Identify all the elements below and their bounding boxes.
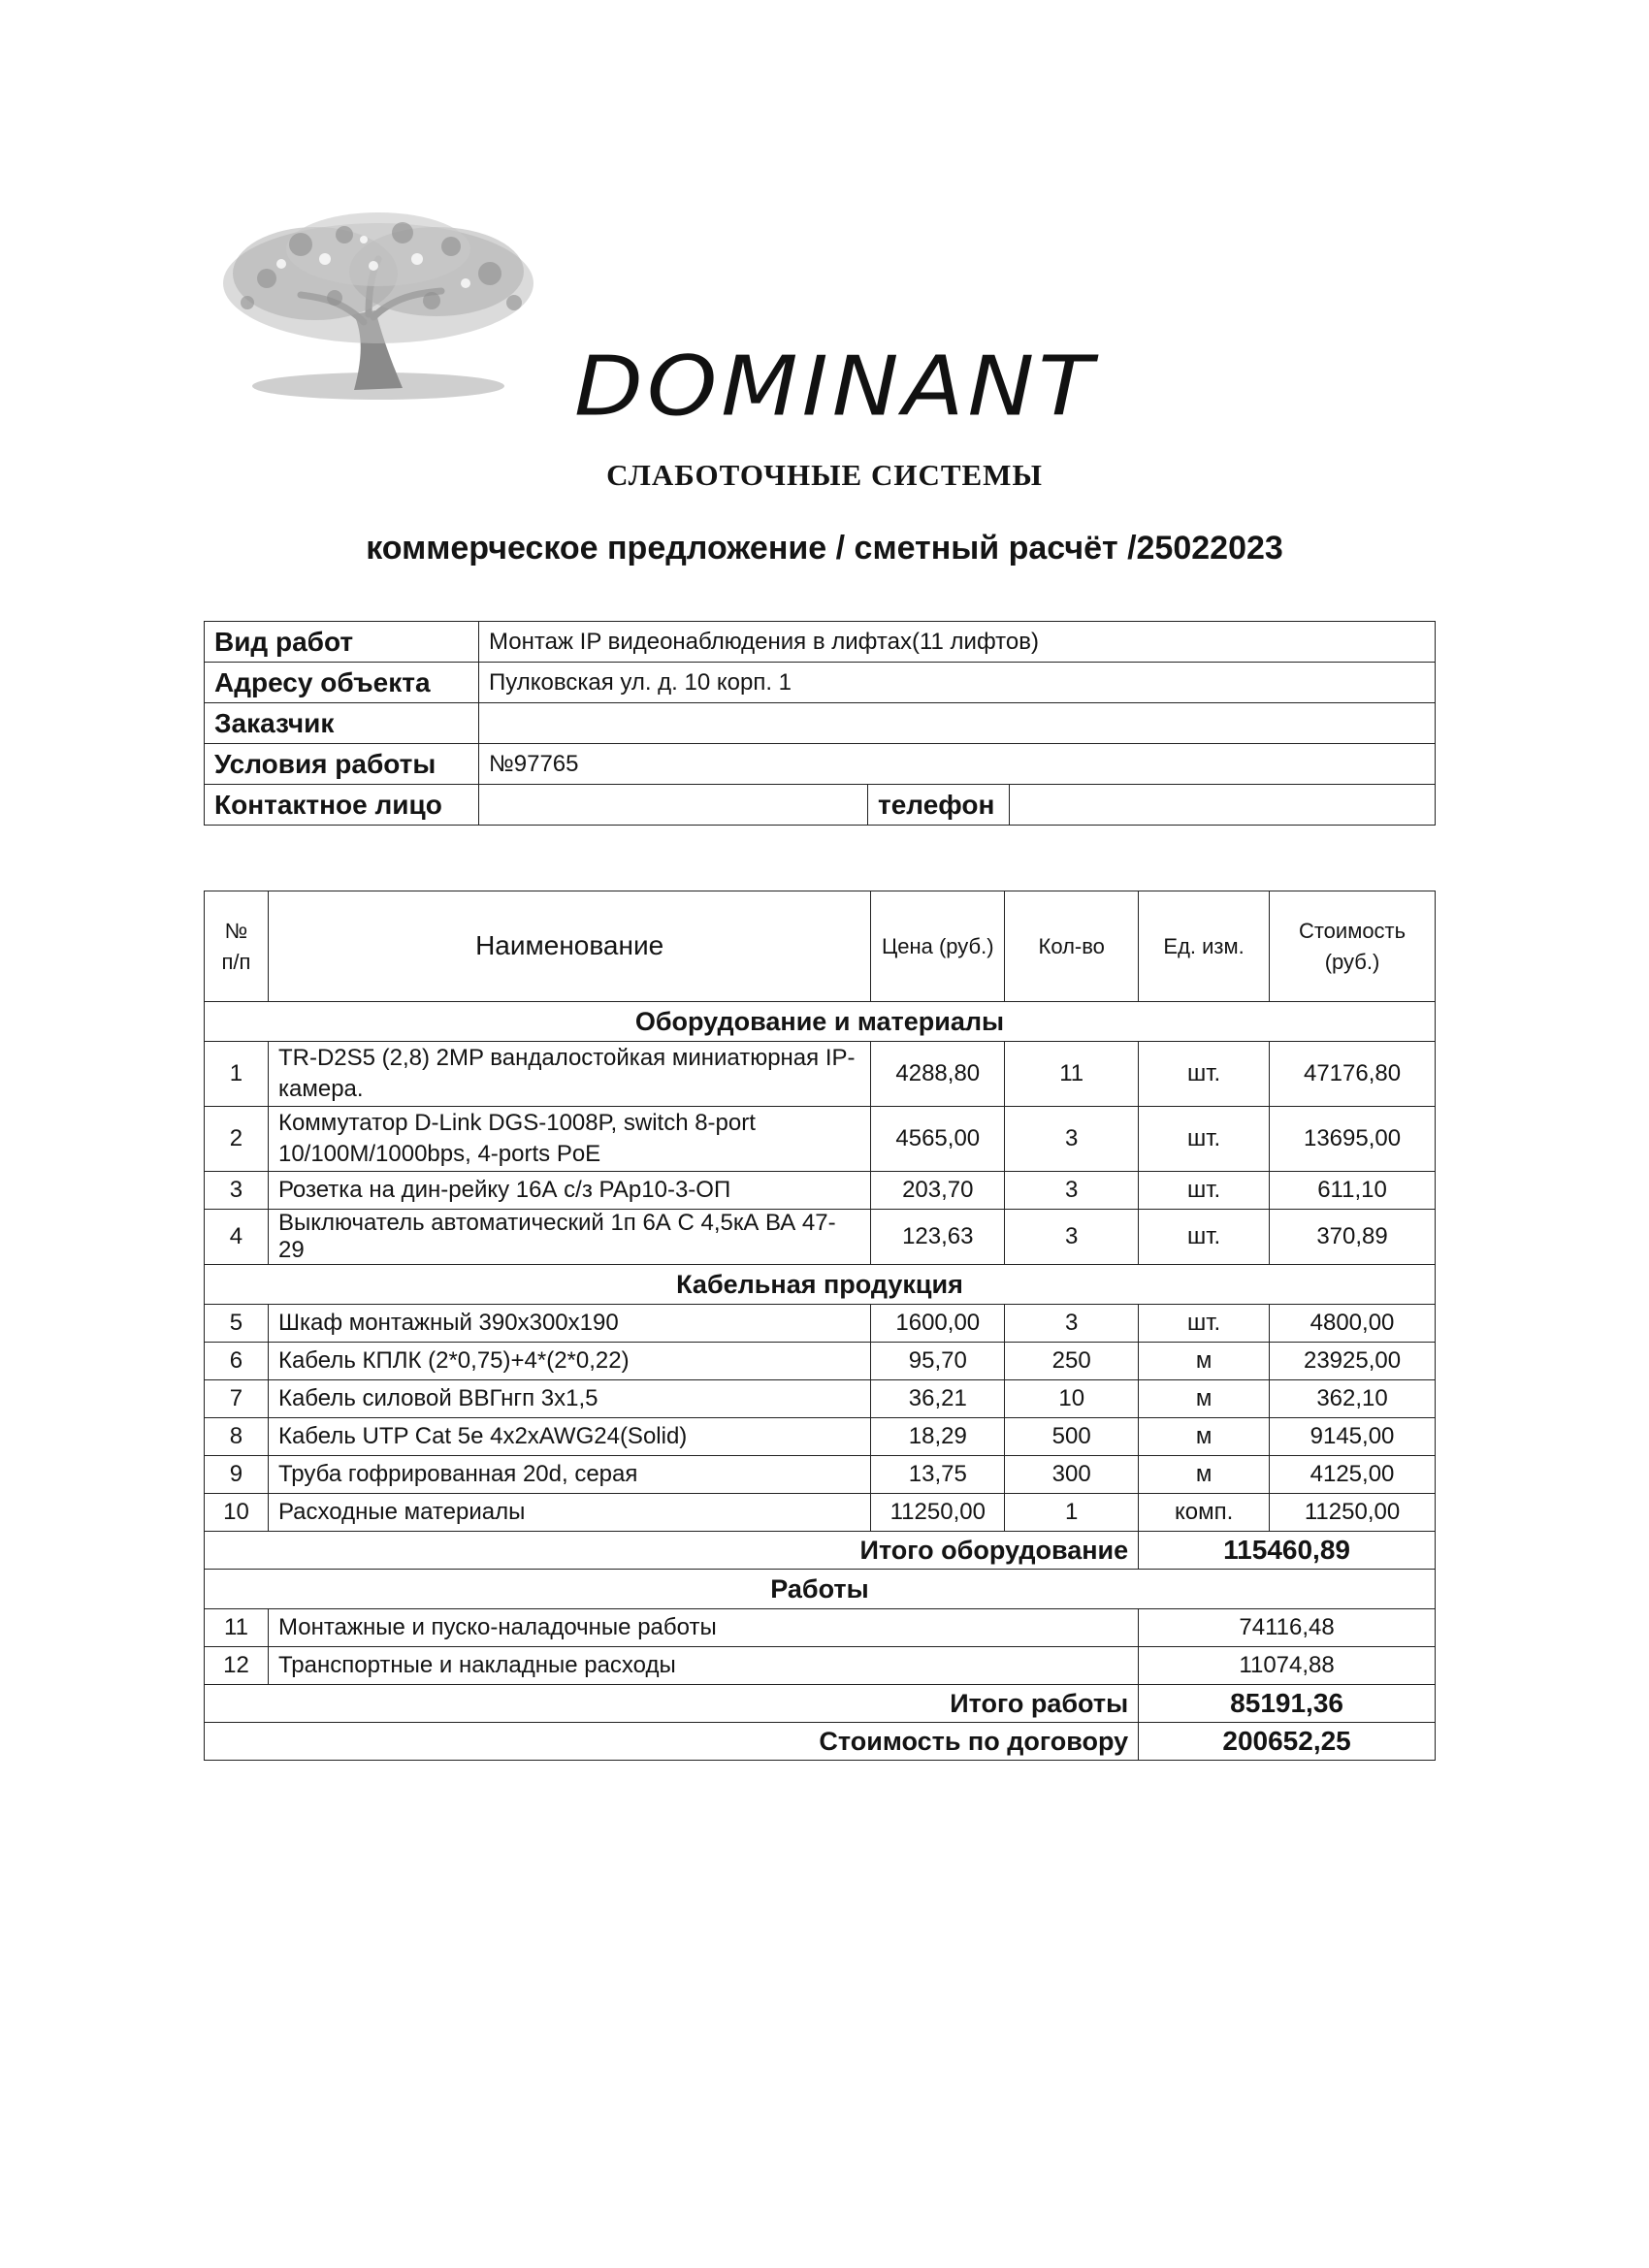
row-name: Шкаф монтажный 390х300х190 [268, 1305, 870, 1343]
table-row [205, 1494, 1436, 1532]
row-price: 36,21 [871, 1380, 1005, 1418]
company-subtitle: СЛАБОТОЧНЫЕ СИСТЕМЫ [606, 458, 1043, 492]
row-cost: 9145,00 [1270, 1418, 1436, 1456]
row-price: 123,63 [871, 1210, 1005, 1265]
section-title-equipment: Оборудование и материалы [205, 1002, 1436, 1042]
section-title-works: Работы [205, 1570, 1436, 1609]
row-cost: 74116,48 [1139, 1609, 1436, 1647]
row-unit: м [1139, 1418, 1270, 1456]
table-row [205, 1418, 1436, 1456]
conditions-value: №97765 [479, 744, 1436, 785]
estimate-table [204, 891, 1436, 1761]
row-num: 1 [205, 1042, 269, 1107]
row-price: 11250,00 [871, 1494, 1005, 1532]
section-row-cable [205, 1265, 1436, 1305]
header-qty: Кол-во [1005, 891, 1139, 1002]
row-cost: 11250,00 [1270, 1494, 1436, 1532]
row-name: Выключатель автоматический 1п 6А С 4,5кА ВА 47-29 [268, 1210, 870, 1265]
table-row [205, 1343, 1436, 1380]
row-price: 4565,00 [871, 1107, 1005, 1172]
works-total-label: Итого работы [205, 1685, 1139, 1723]
header-unit: Ед. изм. [1139, 891, 1270, 1002]
row-unit: шт. [1139, 1107, 1270, 1172]
equipment-total-value: 115460,89 [1139, 1532, 1436, 1570]
row-name: Коммутатор D-Link DGS-1008P, switch 8-port 10/100M/1000bps, 4-ports PoE [268, 1107, 870, 1172]
phone-label: телефон [868, 785, 1010, 826]
row-num: 10 [205, 1494, 269, 1532]
row-num: 8 [205, 1418, 269, 1456]
row-qty: 3 [1005, 1107, 1139, 1172]
table-row [205, 1305, 1436, 1343]
row-unit: м [1139, 1456, 1270, 1494]
row-num: 5 [205, 1305, 269, 1343]
table-row [205, 1456, 1436, 1494]
row-unit: м [1139, 1380, 1270, 1418]
row-qty: 3 [1005, 1172, 1139, 1210]
document-title: коммерческое предложение / сметный расчёт /25022023 [366, 530, 1283, 567]
row-qty: 3 [1005, 1305, 1139, 1343]
section-row-works [205, 1570, 1436, 1609]
row-price: 95,70 [871, 1343, 1005, 1380]
info-row-conditions [205, 744, 1436, 785]
row-num: 7 [205, 1380, 269, 1418]
table-row [205, 1042, 1436, 1107]
header-num: № п/п [205, 891, 269, 1002]
info-row-contact [205, 785, 1436, 826]
equipment-total-label: Итого оборудование [205, 1532, 1139, 1570]
works-total-value: 85191,36 [1139, 1685, 1436, 1723]
row-name: Расходные материалы [268, 1494, 870, 1532]
work-type-value: Монтаж IP видеонаблюдения в лифтах(11 лифтов) [479, 622, 1436, 663]
work-type-label: Вид работ [205, 622, 479, 663]
info-table [204, 621, 1436, 826]
row-name: Кабель UTP Cat 5e 4x2xAWG24(Solid) [268, 1418, 870, 1456]
tree-logo-image [209, 206, 548, 409]
table-row [205, 1380, 1436, 1418]
equipment-total-row [205, 1532, 1436, 1570]
section-row-equipment [205, 1002, 1436, 1042]
row-num: 3 [205, 1172, 269, 1210]
row-qty: 250 [1005, 1343, 1139, 1380]
row-cost: 4800,00 [1270, 1305, 1436, 1343]
table-row [205, 1107, 1436, 1172]
row-cost: 23925,00 [1270, 1343, 1436, 1380]
row-qty: 300 [1005, 1456, 1139, 1494]
address-value: Пулковская ул. д. 10 корп. 1 [479, 663, 1436, 703]
brand-logo-text: DOMINANT [574, 339, 1097, 435]
row-unit: шт. [1139, 1305, 1270, 1343]
table-row [205, 1210, 1436, 1265]
row-num: 4 [205, 1210, 269, 1265]
conditions-label: Условия работы [205, 744, 479, 785]
row-qty: 500 [1005, 1418, 1139, 1456]
contact-value [479, 785, 868, 826]
contract-total-label: Стоимость по договору [205, 1723, 1139, 1761]
table-header-row [205, 891, 1436, 1002]
row-name: Кабель КПЛК (2*0,75)+4*(2*0,22) [268, 1343, 870, 1380]
row-price: 4288,80 [871, 1042, 1005, 1107]
table-row [205, 1172, 1436, 1210]
row-name: Розетка на дин-рейку 16А с/з РАр10-3-ОП [268, 1172, 870, 1210]
row-cost: 370,89 [1270, 1210, 1436, 1265]
row-num: 6 [205, 1343, 269, 1380]
header-price: Цена (руб.) [871, 891, 1005, 1002]
phone-value [1010, 785, 1436, 826]
address-label: Адресу объекта [205, 663, 479, 703]
info-row-customer [205, 703, 1436, 744]
row-num: 2 [205, 1107, 269, 1172]
header-cost: Стоимость (руб.) [1270, 891, 1436, 1002]
customer-label: Заказчик [205, 703, 479, 744]
row-name: TR-D2S5 (2,8) 2MP вандалостойкая миниатюрная IP-камера. [268, 1042, 870, 1107]
row-unit: комп. [1139, 1494, 1270, 1532]
row-name: Транспортные и накладные расходы [268, 1647, 1138, 1685]
customer-value [479, 703, 1436, 744]
row-price: 1600,00 [871, 1305, 1005, 1343]
table-row [205, 1609, 1436, 1647]
row-cost: 362,10 [1270, 1380, 1436, 1418]
row-cost: 47176,80 [1270, 1042, 1436, 1107]
works-total-row [205, 1685, 1436, 1723]
row-unit: шт. [1139, 1210, 1270, 1265]
row-qty: 1 [1005, 1494, 1139, 1532]
contact-label: Контактное лицо [205, 785, 479, 826]
row-name: Труба гофрированная 20d, серая [268, 1456, 870, 1494]
row-unit: шт. [1139, 1172, 1270, 1210]
row-cost: 4125,00 [1270, 1456, 1436, 1494]
row-num: 11 [205, 1609, 269, 1647]
section-title-cable: Кабельная продукция [205, 1265, 1436, 1305]
row-price: 203,70 [871, 1172, 1005, 1210]
row-num: 12 [205, 1647, 269, 1685]
contract-total-row [205, 1723, 1436, 1761]
table-row [205, 1647, 1436, 1685]
row-cost: 13695,00 [1270, 1107, 1436, 1172]
header-name: Наименование [268, 891, 870, 1002]
row-qty: 10 [1005, 1380, 1139, 1418]
row-qty: 3 [1005, 1210, 1139, 1265]
row-cost: 11074,88 [1139, 1647, 1436, 1685]
info-row-address [205, 663, 1436, 703]
row-qty: 11 [1005, 1042, 1139, 1107]
row-price: 18,29 [871, 1418, 1005, 1456]
contract-total-value: 200652,25 [1139, 1723, 1436, 1761]
row-num: 9 [205, 1456, 269, 1494]
row-name: Кабель силовой ВВГнгп 3х1,5 [268, 1380, 870, 1418]
row-unit: шт. [1139, 1042, 1270, 1107]
row-cost: 611,10 [1270, 1172, 1436, 1210]
row-unit: м [1139, 1343, 1270, 1380]
row-price: 13,75 [871, 1456, 1005, 1494]
row-name: Монтажные и пуско-наладочные работы [268, 1609, 1138, 1647]
info-row-work-type [205, 622, 1436, 663]
